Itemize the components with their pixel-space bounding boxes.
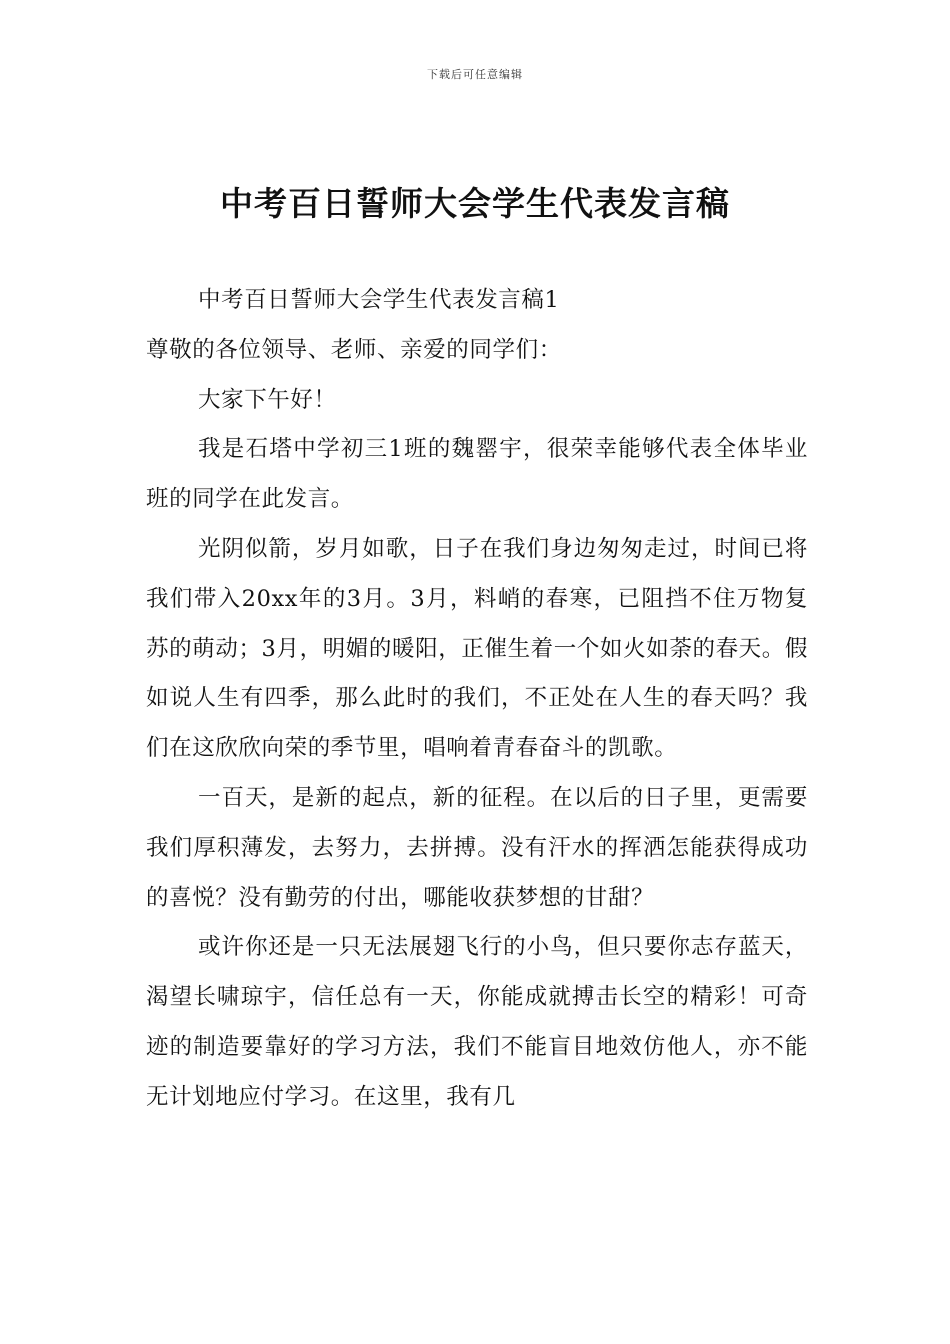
paragraph-introduction: 我是石塔中学初三1班的魏罂宇，很荣幸能够代表全体毕业班的同学在此发言。 <box>146 436 808 513</box>
paragraph-hundred-days: 一百天，是新的起点，新的征程。在以后的日子里，更需要我们厚积薄发，去努力，去拼搏。没有汗水的挥洒怎能获得成功的喜悦？没有勤劳的付出，哪能收获梦想的甘甜？ <box>146 784 808 911</box>
section-heading: 中考百日誓师大会学生代表发言稿1 <box>198 287 560 313</box>
document-title: 中考百日誓师大会学生代表发言稿 <box>220 184 730 223</box>
header-note: 下载后可任意编辑 <box>427 68 523 81</box>
paragraph-spring: 光阴似箭，岁月如歌，日子在我们身边匆匆走过，时间已将我们带入20xx年的3月。3月，料峭的春寒，已阻挡不住万物复苏的萌动；3月，明媚的暖阳，正催生着一个如火如荼的春天。假如说人生有四季，那么此时的我们，不正处在人生的春天吗？我们在这欣欣向荣的季节里，唱响着青春奋斗的凯歌。 <box>146 535 808 762</box>
document-body <box>146 276 808 1123</box>
salutation: 尊敬的各位领导、老师、亲爱的同学们： <box>146 336 562 363</box>
greeting: 大家下午好！ <box>198 386 337 413</box>
paragraph-bird: 或许你还是一只无法展翅飞行的小鸟，但只要你志存蓝天，渴望长啸琼宇，信任总有一天，你能成就搏击长空的精彩！可奇迹的制造要靠好的学习方法，我们不能盲目地效仿他人，亦不能无计划地应付学习。在这里，我有几 <box>146 934 808 1110</box>
